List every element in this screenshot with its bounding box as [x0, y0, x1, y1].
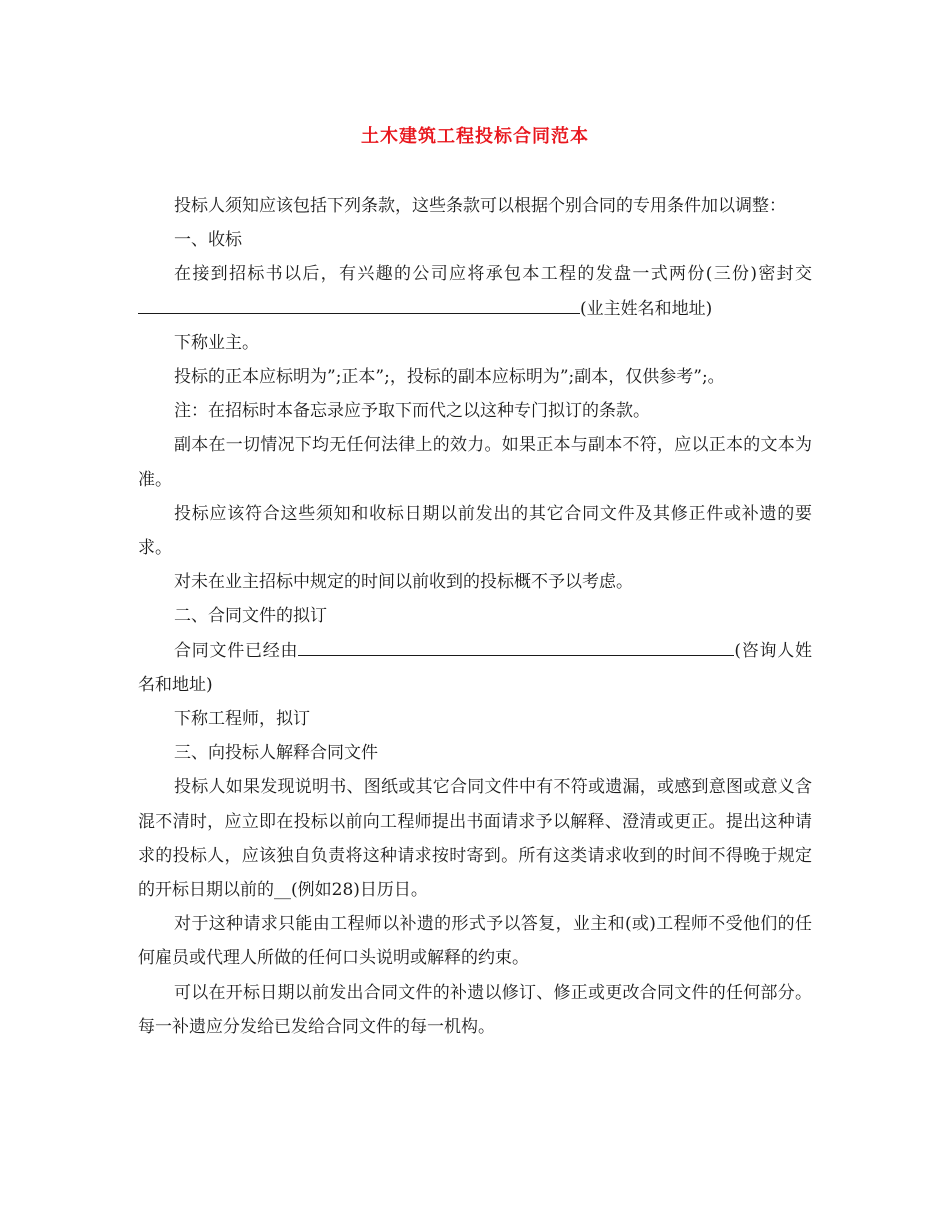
paragraph-bid-submission — [138, 257, 812, 325]
fill-in-blank-consultant — [298, 637, 734, 656]
paragraph-addenda-issue: 可以在开标日期以前发出合同文件的补遗以修订、修正或更改合同文件的任何部分。每一补遗应分发给已发给合同文件的每一机构。 — [138, 982, 812, 1037]
paragraph-copy-validity: 副本在一切情况下均无任何法律上的效力。如果正本与副本不符，应以正本的文本为准。 — [138, 435, 812, 490]
contract-drafting-text: 合同文件已经由 — [174, 640, 299, 661]
paragraph-contract-drafting — [138, 634, 812, 702]
section-heading-2: 二、合同文件的拟订 — [174, 606, 327, 627]
document-title: 土木建筑工程投标合同范本 — [361, 126, 589, 147]
paragraph-clarification: 投标人如果发现说明书、图纸或其它合同文件中有不符或遗漏，或感到意图或意义含混不清时，应立即在投标以前向工程师提出书面请求予以解释、澄清或更正。提出这种请求的投标人，应该独自负责将这种请求按时寄到。所有这类请求收到的时间不得晚于规定的开标日期以前的__(例如28)日历日。 — [138, 777, 812, 901]
bid-submission-text: 在接到招标书以后，有兴趣的公司应将承包本工程的发盘一式两份(三份)密封交 — [174, 264, 812, 285]
paragraph-owner: 下称业主。 — [174, 332, 259, 353]
paragraph-engineer: 下称工程师，拟订 — [174, 709, 310, 730]
paragraph-addenda-reply: 对于这种请求只能由工程师以补遗的形式予以答复，业主和(或)工程师不受他们的任何雇员或代理人所做的任何口头说明或解释的约束。 — [138, 914, 812, 969]
paragraph-original-copy: 投标的正本应标明为”;正本”;，投标的副本应标明为”;副本，仅供参考”;。 — [174, 367, 725, 388]
paragraph-compliance: 投标应该符合这些须知和收标日期以前发出的其它合同文件及其修正件或补遗的要求。 — [138, 503, 812, 559]
paragraph-note: 注：在招标时本备忘录应予取下而代之以这种专门拟订的条款。 — [174, 401, 650, 422]
section-heading-3: 三、向投标人解释合同文件 — [174, 743, 378, 764]
owner-name-address-label: (业主姓名和地址) — [580, 298, 713, 319]
fill-in-blank-owner — [138, 295, 580, 314]
section-heading-1: 一、收标 — [174, 230, 242, 251]
paragraph-intro: 投标人须知应该包括下列条款，这些条款可以根据个别合同的专用条件加以调整： — [174, 196, 786, 216]
consultant-name-address-label: (咨询人姓名和地址) — [138, 640, 813, 695]
document-body — [138, 189, 812, 1044]
paragraph-late-bids: 对未在业主招标中规定的时间以前收到的投标概不予以考虑。 — [174, 572, 633, 593]
